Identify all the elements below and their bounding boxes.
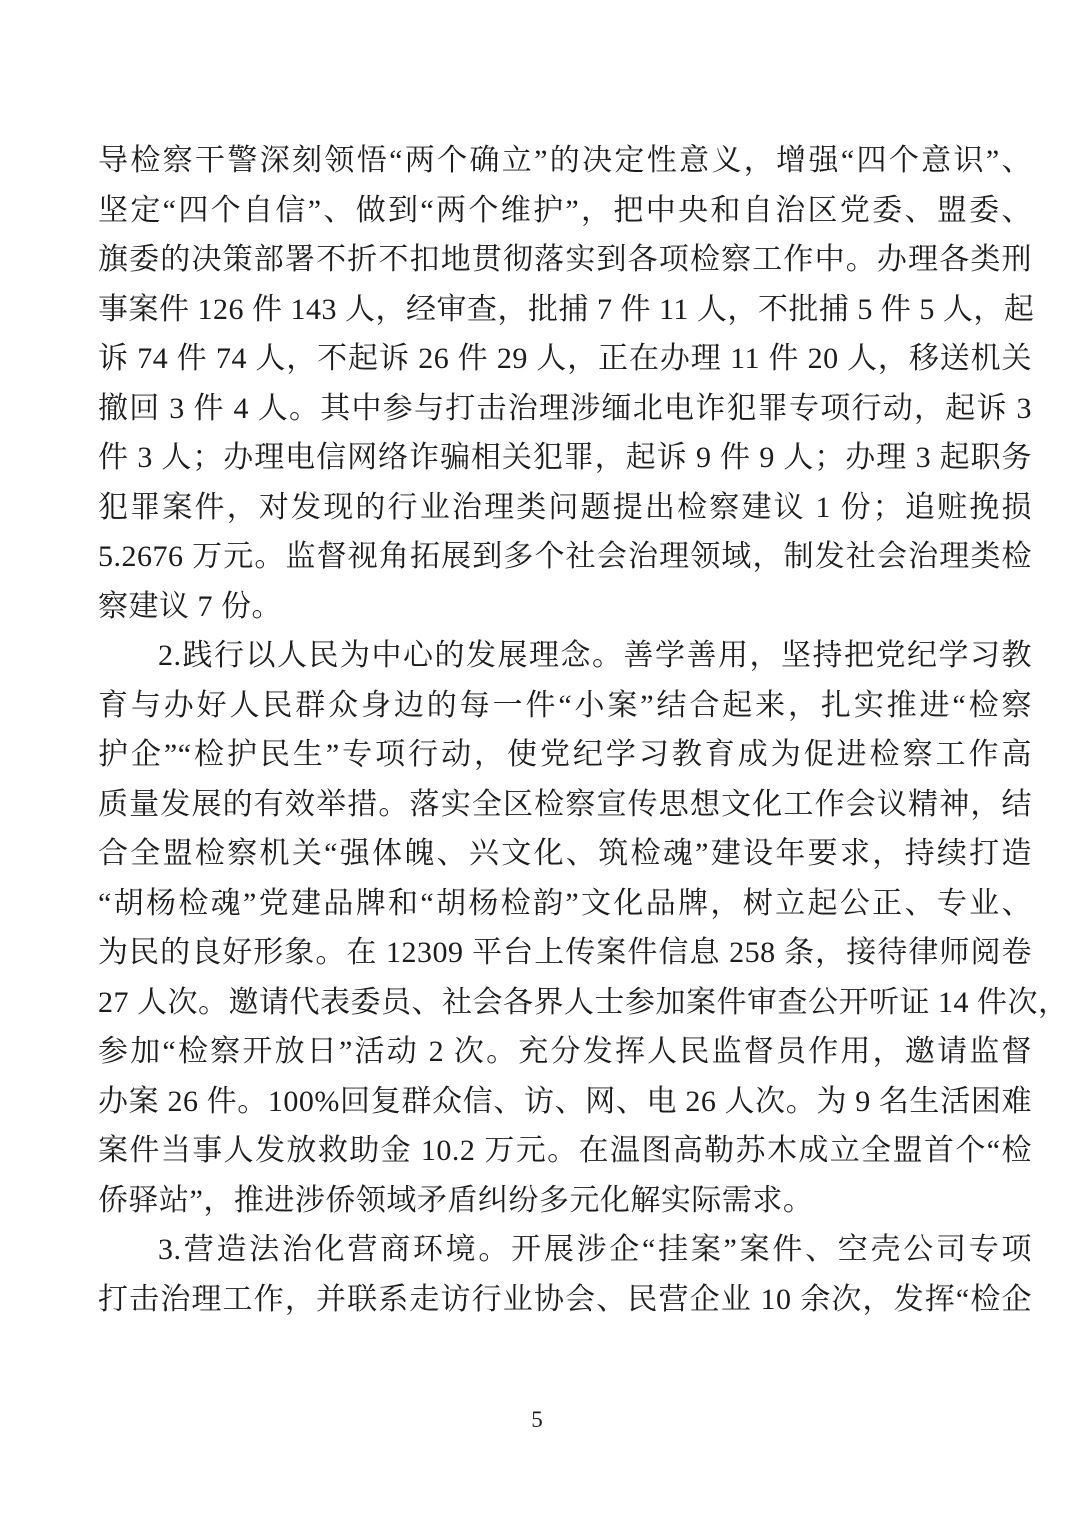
page-number: 5 <box>531 1407 543 1432</box>
text-line: 坚定“四个自信”、做到“两个维护”，把中央和自治区党委、盟委、 <box>98 193 1032 227</box>
text-line: 办案 26 件。100%回复群众信、访、网、电 26 人次。为 9 名生活困难 <box>98 1084 1032 1118</box>
text-line: 察建议 7 份。 <box>98 589 282 623</box>
text-line: 诉 74 件 74 人，不起诉 26 件 29 人，正在办理 11 件 20 人，移送机关 <box>98 342 1032 375</box>
paragraph <box>98 1225 1032 1324</box>
text-line: 5.2676 万元。监督视角拓展到多个社会治理领域，制发社会治理类检 <box>98 540 1032 573</box>
text-line: 护企”“检护民生”专项行动，使党纪学习教育成为促进检察工作高 <box>98 738 1032 771</box>
text-line: 27 人次。邀请代表委员、社会各界人士参加案件审查公开听证 14 件次， <box>98 985 1069 1019</box>
text-line: 参加“检察开放日”活动 2 次。充分发挥人民监督员作用，邀请监督 <box>98 1035 1032 1068</box>
text-line: 旗委的决策部署不折不扣地贯彻落实到各项检察工作中。办理各类刑 <box>98 243 1032 276</box>
text-line: “胡杨检魂”党建品牌和“胡杨检韵”文化品牌，树立起公正、专业、 <box>98 886 1032 920</box>
text-line: 侨驿站”，推进涉侨领域矛盾纠纷多元化解实际需求。 <box>98 1183 814 1217</box>
text-line: 犯罪案件，对发现的行业治理类问题提出检察建议 1 份；追赃挽损 <box>98 490 1032 524</box>
text-line: 为民的良好形象。在 12309 平台上传案件信息 258 条，接待律师阅卷 <box>98 936 1032 969</box>
text-line: 打击治理工作，并联系走访行业协会、民营企业 10 余次，发挥“检企 <box>98 1282 1032 1316</box>
text-line: 2.践行以人民为中心的发展理念。善学善用，坚持把党纪学习教 <box>158 639 1032 672</box>
text-line: 3.营造法治化营商环境。开展涉企“挂案”案件、空壳公司专项 <box>158 1233 1032 1266</box>
text-line: 质量发展的有效举措。落实全区检察宣传思想文化工作会议精神，结 <box>98 787 1032 821</box>
page-footer <box>0 1404 1074 1436</box>
text-line: 案件当事人发放救助金 10.2 万元。在温图高勒苏木成立全盟首个“检 <box>98 1134 1032 1167</box>
text-line: 撤回 3 件 4 人。其中参与打击治理涉缅北电诈犯罪专项行动，起诉 3 <box>98 391 1032 425</box>
text-line: 件 3 人；办理电信网络诈骗相关犯罪，起诉 9 件 9 人；办理 3 起职务 <box>98 441 1032 474</box>
paragraph <box>98 136 1035 631</box>
text-line: 导检察干警深刻领悟“两个确立”的决定性意义，增强“四个意识”、 <box>98 144 1032 177</box>
paragraph <box>98 631 1069 1225</box>
text-line: 合全盟检察机关“强体魄、兴文化、筑检魂”建设年要求，持续打造 <box>98 837 1032 870</box>
text-line: 育与办好人民群众身边的每一件“小案”结合起来，扎实推进“检察 <box>98 688 1032 722</box>
text-line: 事案件 126 件 143 人，经审查，批捕 7 件 11 人，不批捕 5 件 5 人，起 <box>98 292 1035 326</box>
report-body <box>98 136 1069 1324</box>
